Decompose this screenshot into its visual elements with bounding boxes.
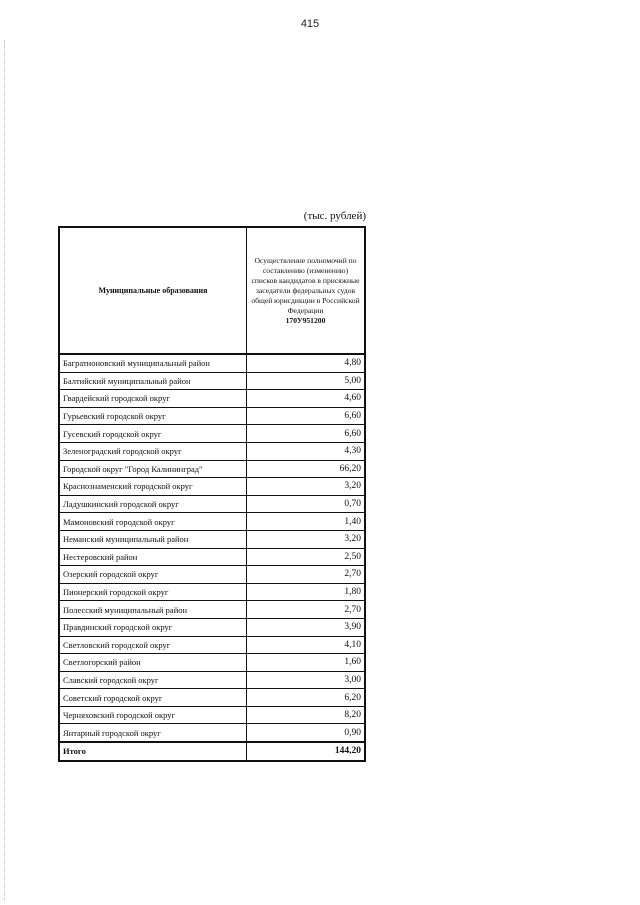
- municipality-name: Краснознаменский городской округ: [59, 478, 247, 496]
- allocation-value: 3,00: [247, 671, 366, 689]
- municipality-name: Неманский муниципальный район: [59, 530, 247, 548]
- table-row: [59, 372, 365, 390]
- allocation-value: 3,20: [247, 530, 366, 548]
- allocation-value: 2,50: [247, 548, 366, 566]
- allocation-value: 0,70: [247, 495, 366, 513]
- municipality-name: Полесский муниципальный район: [59, 601, 247, 619]
- allocation-value: 5,00: [247, 372, 366, 390]
- table-row: [59, 706, 365, 724]
- table-row: [59, 513, 365, 531]
- municipality-name: Зеленоградский городской округ: [59, 442, 247, 460]
- municipality-name: Черняховский городской округ: [59, 706, 247, 724]
- table-row: [59, 354, 365, 372]
- table-row: [59, 601, 365, 619]
- municipality-name: Балтийский муниципальный район: [59, 372, 247, 390]
- allocation-value: 6,20: [247, 689, 366, 707]
- allocation-value: 4,30: [247, 442, 366, 460]
- table-row: [59, 390, 365, 408]
- municipality-name: Городской округ "Город Калининград": [59, 460, 247, 478]
- allocation-value: 66,20: [247, 460, 366, 478]
- municipality-name: Гурьевский городской округ: [59, 407, 247, 425]
- table-row: [59, 724, 365, 742]
- municipality-name: Светловский городской округ: [59, 636, 247, 654]
- page-number: 415: [300, 18, 320, 30]
- allocation-value: 0,90: [247, 724, 366, 742]
- municipality-name: Правдинский городской округ: [59, 618, 247, 636]
- table-row: [59, 548, 365, 566]
- total-row: [59, 742, 365, 761]
- municipality-name: Озерский городской округ: [59, 566, 247, 584]
- table-row: [59, 442, 365, 460]
- allocation-value: 2,70: [247, 601, 366, 619]
- total-value: 144,20: [247, 742, 366, 761]
- allocation-value: 4,10: [247, 636, 366, 654]
- table-body: [59, 354, 365, 761]
- total-label: Итого: [59, 742, 247, 761]
- table-row: [59, 407, 365, 425]
- table-row: [59, 460, 365, 478]
- header-allocation: [247, 227, 366, 354]
- table-row: [59, 636, 365, 654]
- table-row: [59, 566, 365, 584]
- table-row: [59, 671, 365, 689]
- table-row: [59, 530, 365, 548]
- allocation-value: 1,80: [247, 583, 366, 601]
- municipality-name: Советский городской округ: [59, 689, 247, 707]
- municipality-name: Мамоновский городской округ: [59, 513, 247, 531]
- table-header-row: [59, 227, 365, 354]
- allocation-value: 1,40: [247, 513, 366, 531]
- header-allocation-text: Осуществление полномочий по составлению (изменению) списков кандидатов в присяжные заседатели федеральных судов общей юрисдикции в Российской Федерации: [251, 255, 360, 315]
- allocation-value: 1,60: [247, 654, 366, 672]
- allocation-value: 3,20: [247, 478, 366, 496]
- table-row: [59, 583, 365, 601]
- allocation-value: 3,90: [247, 618, 366, 636]
- municipality-name: Гусевский городской округ: [59, 425, 247, 443]
- scan-edge-marks: [4, 40, 7, 900]
- allocation-value: 4,60: [247, 390, 366, 408]
- municipality-name: Славский городской округ: [59, 671, 247, 689]
- units-label: (тыс. рублей): [303, 210, 366, 222]
- municipality-name: Ладушкинский городской округ: [59, 495, 247, 513]
- budget-table: [58, 226, 366, 762]
- municipality-name: Янтарный городской округ: [59, 724, 247, 742]
- allocation-value: 4,80: [247, 354, 366, 372]
- table-row: [59, 654, 365, 672]
- allocation-value: 6,60: [247, 425, 366, 443]
- table-row: [59, 689, 365, 707]
- header-allocation-code: 170У951200: [285, 315, 326, 325]
- allocation-value: 2,70: [247, 566, 366, 584]
- allocation-value: 8,20: [247, 706, 366, 724]
- municipality-name: Нестеровский район: [59, 548, 247, 566]
- table-row: [59, 425, 365, 443]
- municipality-name: Гвардейский городской округ: [59, 390, 247, 408]
- municipality-name: Светлогорский район: [59, 654, 247, 672]
- municipality-name: Багратионовский муниципальный район: [59, 354, 247, 372]
- header-municipality: Муниципальные образования: [59, 227, 247, 354]
- allocation-value: 6,60: [247, 407, 366, 425]
- table-row: [59, 478, 365, 496]
- municipality-name: Пионерский городской округ: [59, 583, 247, 601]
- table-row: [59, 618, 365, 636]
- table-row: [59, 495, 365, 513]
